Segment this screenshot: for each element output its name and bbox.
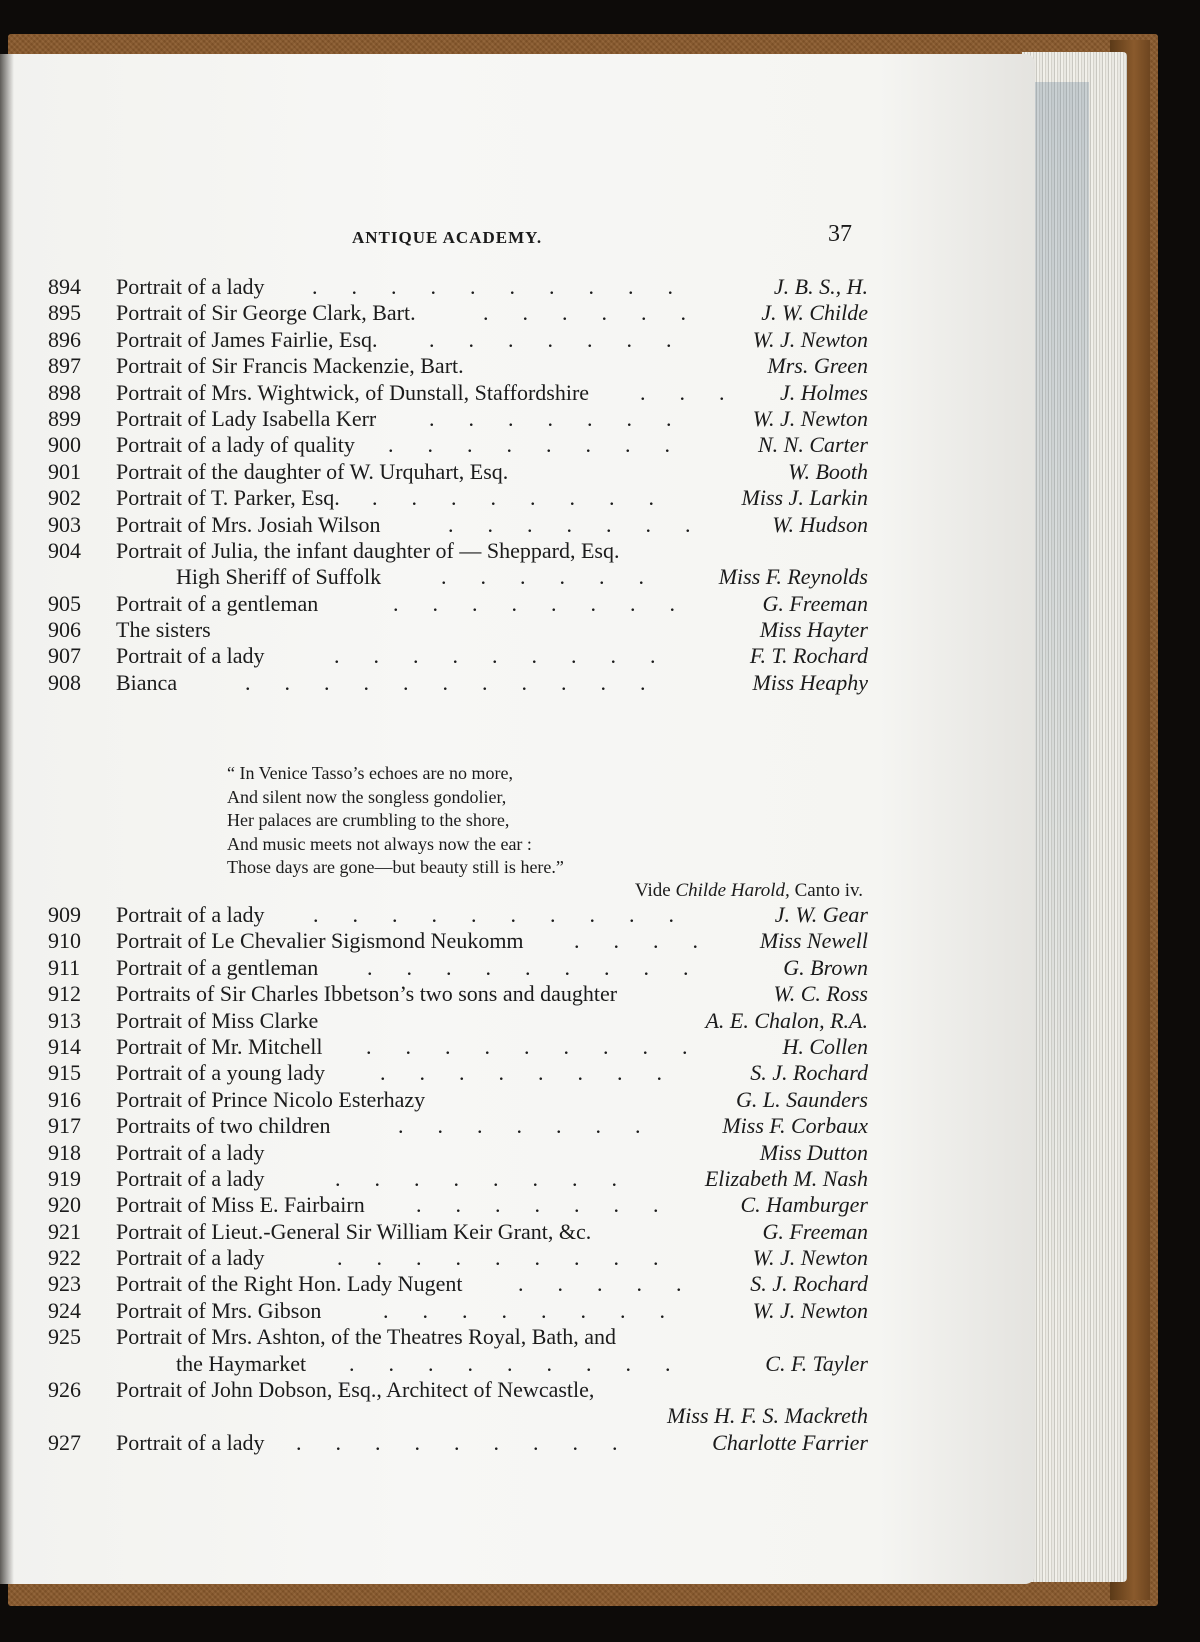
entry-artist: W. J. Newton <box>752 1245 868 1271</box>
entry-title: Portrait of Lady Isabella Kerr <box>116 405 377 431</box>
entry-title: Portrait of a lady <box>116 902 265 927</box>
page-edges <box>1022 52 1127 1582</box>
entry-artist: Elizabeth M. Nash <box>704 1165 868 1191</box>
catalogue-entry <box>48 380 868 406</box>
poem-line: “ In Venice Tasso’s echoes are no more, <box>227 763 513 783</box>
dot-leader: ........ <box>335 1165 651 1191</box>
catalogue-entry <box>48 1140 868 1166</box>
entry-number: 924 <box>48 1297 81 1323</box>
entry-title: Portrait of a lady <box>116 274 265 299</box>
entry-number: 900 <box>48 432 81 458</box>
entry-number: 915 <box>48 1060 81 1086</box>
entry-artist: S. J. Rochard <box>750 1060 868 1086</box>
entry-title: Portrait of a lady <box>116 1165 265 1191</box>
dot-leader: ......... <box>366 1033 722 1059</box>
entry-title: Portrait of Le Chevalier Sigismond Neukomm <box>116 928 524 954</box>
dot-leader: ... <box>640 379 759 405</box>
dot-leader: ......... <box>296 1429 652 1455</box>
spine-shadow <box>0 54 14 1584</box>
entry-artist: W. J. Newton <box>752 405 868 431</box>
entry-artist: C. Hamburger <box>740 1192 868 1218</box>
entry-title: Portrait of a lady of quality <box>116 432 355 458</box>
catalogue-entry <box>48 1166 868 1192</box>
entry-number: 920 <box>48 1192 81 1218</box>
entry-artist: W. J. Newton <box>752 326 868 352</box>
dot-leader: .... <box>574 928 732 954</box>
entry-title: Portrait of Mrs. Josiah Wilson <box>116 511 381 537</box>
entry-number: 904 <box>48 537 81 563</box>
entry-artist: Miss F. Reynolds <box>718 564 868 590</box>
entry-number: 902 <box>48 485 81 511</box>
entry-title: Portrait of James Fairlie, Esq. <box>116 326 378 352</box>
catalogue-entry <box>48 300 868 326</box>
catalogue-entry <box>48 1219 868 1245</box>
entry-title: Portrait of Miss E. Fairbairn <box>116 1192 365 1218</box>
entry-number: 925 <box>48 1324 81 1350</box>
catalogue-entry <box>48 432 868 458</box>
dot-leader: .......... <box>312 274 707 299</box>
entry-artist: J. W. Gear <box>774 902 868 927</box>
catalogue-entry <box>48 1377 868 1403</box>
entry-artist: Miss Heaphy <box>752 669 868 695</box>
dot-leader: ......... <box>349 1350 705 1376</box>
catalogue-entry <box>48 1403 868 1429</box>
entry-number: 898 <box>48 379 81 405</box>
entry-artist: W. C. Ross <box>773 981 868 1007</box>
entry-artist: G. Brown <box>783 954 868 980</box>
entry-artist: A. E. Chalon, R.A. <box>705 1007 868 1033</box>
catalogue-entry <box>48 928 868 954</box>
poem-line: Those days are gone—but beauty still is here.” <box>227 857 564 877</box>
entry-title: Portrait of a young lady <box>116 1060 325 1086</box>
entry-number: 919 <box>48 1165 81 1191</box>
entry-number: 914 <box>48 1033 81 1059</box>
entry-number: 918 <box>48 1139 81 1165</box>
page-content <box>0 54 1035 1584</box>
catalogue-list-a <box>48 274 868 696</box>
entry-artist: Miss H. F. S. Mackreth <box>666 1403 868 1429</box>
dot-leader: ......... <box>337 1245 693 1271</box>
entry-number: 908 <box>48 669 81 695</box>
entry-number: 903 <box>48 511 81 537</box>
entry-title: Portrait of the daughter of W. Urquhart, Esq. <box>116 458 509 484</box>
entry-title: Portrait of the Right Hon. Lady Nugent <box>116 1271 463 1297</box>
catalogue-entry <box>48 1060 868 1086</box>
entry-title: The sisters <box>116 617 211 643</box>
entry-artist: Miss J. Larkin <box>741 485 868 511</box>
entry-title: Portrait of Mrs. Wightwick, of Dunstall, Staffordshire <box>116 379 590 405</box>
entry-artist: Miss Hayter <box>759 617 868 643</box>
poem-line: And silent now the songless gondolier, <box>227 786 507 807</box>
entry-title: High Sheriff of Suffolk <box>176 564 382 590</box>
entry-artist: Mrs. Green <box>767 353 868 379</box>
catalogue-entry <box>48 1351 868 1377</box>
catalogue-entry <box>48 1192 868 1218</box>
entry-number: 916 <box>48 1086 81 1112</box>
entry-artist: H. Collen <box>782 1033 868 1059</box>
entry-title: Portrait of Sir George Clark, Bart. <box>116 300 416 326</box>
entry-title: Bianca <box>116 669 178 695</box>
entry-number: 906 <box>48 617 81 643</box>
entry-number: 910 <box>48 928 81 954</box>
entry-artist: J. B. S., H. <box>773 274 868 299</box>
entry-title: Portrait of Mr. Mitchell <box>116 1033 323 1059</box>
dot-leader: ....... <box>398 1113 675 1139</box>
entry-artist: F. T. Rochard <box>749 643 868 669</box>
entry-artist: Miss Newell <box>759 928 868 954</box>
book-page <box>0 54 1035 1584</box>
catalogue-entry <box>48 617 868 643</box>
entry-number: 894 <box>48 274 81 299</box>
dot-leader: ....... <box>448 511 725 537</box>
entry-title: Portrait of John Dobson, Esq., Architect of Newcastle, <box>116 1377 595 1403</box>
entry-number: 901 <box>48 458 81 484</box>
catalogue-entry <box>48 327 868 353</box>
catalogue-entry <box>48 1008 868 1034</box>
entry-title: Portrait of Lieut.-General Sir William Keir Grant, &c. <box>116 1218 592 1244</box>
entry-number: 927 <box>48 1429 81 1455</box>
entry-number: 923 <box>48 1271 81 1297</box>
entry-title: Portrait of Sir Francis Mackenzie, Bart. <box>116 353 464 379</box>
entry-number: 897 <box>48 353 81 379</box>
entry-title: Portrait of a lady <box>116 1429 265 1455</box>
catalogue-list-b <box>48 902 868 1456</box>
catalogue-entry <box>48 274 868 300</box>
dot-leader: ......... <box>334 643 690 669</box>
reference-prefix: Vide <box>634 880 671 901</box>
catalogue-entry <box>48 955 868 981</box>
catalogue-entry <box>48 406 868 432</box>
entry-artist: G. Freeman <box>762 1218 868 1244</box>
catalogue-entry <box>48 1298 868 1324</box>
catalogue-entry <box>48 353 868 379</box>
running-head: ANTIQUE ACADEMY. <box>352 228 543 247</box>
poem-reference <box>635 879 863 903</box>
entry-title: Portrait of T. Parker, Esq. <box>116 485 340 511</box>
dot-leader: ........... <box>245 669 680 695</box>
entry-title: Portrait of a lady <box>116 1245 265 1271</box>
reference-canto: Canto iv. <box>794 880 863 901</box>
catalogue-entry <box>48 1113 868 1139</box>
catalogue-entry <box>48 981 868 1007</box>
poem-line: And music meets not always now the ear : <box>227 833 532 854</box>
dot-leader: .......... <box>313 902 708 927</box>
poem-quotation <box>227 762 867 901</box>
dot-leader: ......... <box>367 954 723 980</box>
catalogue-entry <box>48 512 868 538</box>
entry-artist: Miss F. Corbaux <box>722 1113 868 1139</box>
catalogue-entry <box>48 485 868 511</box>
entry-number: 896 <box>48 326 81 352</box>
page-number: 37 <box>828 221 852 247</box>
dot-leader: ..... <box>518 1271 716 1297</box>
entry-title: Portrait of a gentleman <box>116 954 319 980</box>
catalogue-entry <box>48 538 868 564</box>
catalogue-entry <box>48 1324 868 1350</box>
entry-number: 911 <box>48 954 81 980</box>
dot-leader: ........ <box>383 1297 699 1323</box>
entry-artist: C. F. Tayler <box>765 1350 868 1376</box>
entry-number: 907 <box>48 643 81 669</box>
entry-title: Portrait of a lady <box>116 643 265 669</box>
dot-leader: ........ <box>388 432 704 458</box>
catalogue-entry <box>48 1034 868 1060</box>
dot-leader: ...... <box>441 564 678 590</box>
catalogue-entry <box>48 902 868 928</box>
reference-work: Childe Harold, <box>675 880 790 901</box>
entry-artist: J. Holmes <box>780 379 868 405</box>
dot-leader: ....... <box>429 326 706 352</box>
entry-number: 909 <box>48 902 81 927</box>
catalogue-entry <box>48 670 868 696</box>
catalogue-entry <box>48 564 868 590</box>
entry-artist: Charlotte Farrier <box>712 1429 868 1455</box>
entry-title: Portrait of Prince Nicolo Esterhazy <box>116 1086 426 1112</box>
entry-number: 921 <box>48 1218 81 1244</box>
entry-title: Portrait of Mrs. Gibson <box>116 1297 322 1323</box>
catalogue-entry <box>48 459 868 485</box>
entry-number: 922 <box>48 1245 81 1271</box>
entry-title: Portrait of a gentleman <box>116 590 319 616</box>
entry-title: Portrait of a lady <box>116 1139 265 1165</box>
entry-title: the Haymarket <box>176 1350 307 1376</box>
entry-title: Portrait of Julia, the infant daughter of — Sheppard, Esq. <box>116 537 620 563</box>
dot-leader: ....... <box>416 1192 693 1218</box>
entry-artist: W. Booth <box>788 458 868 484</box>
dot-leader: ........ <box>380 1060 696 1086</box>
entry-number: 912 <box>48 981 81 1007</box>
entry-number: 926 <box>48 1377 81 1403</box>
dot-leader: ........ <box>393 590 709 616</box>
entry-artist: J. W. Childe <box>761 300 868 326</box>
entry-title: Portraits of Sir Charles Ibbetson’s two sons and daughter <box>116 981 618 1007</box>
entry-title: Portrait of Miss Clarke <box>116 1007 319 1033</box>
entry-number: 913 <box>48 1007 81 1033</box>
dot-leader: ........ <box>372 485 688 511</box>
entry-number: 905 <box>48 590 81 616</box>
dot-leader: ...... <box>483 300 720 326</box>
entry-artist: S. J. Rochard <box>750 1271 868 1297</box>
catalogue-entry <box>48 591 868 617</box>
poem-line: Her palaces are crumbling to the shore, <box>227 810 510 830</box>
catalogue-entry <box>48 1271 868 1297</box>
entry-artist: G. Freeman <box>762 590 868 616</box>
catalogue-entry <box>48 1245 868 1271</box>
entry-artist: W. Hudson <box>772 511 868 537</box>
entry-title: Portraits of two children <box>116 1113 331 1139</box>
entry-number: 917 <box>48 1113 81 1139</box>
dot-leader: ....... <box>429 405 706 431</box>
catalogue-entry <box>48 1087 868 1113</box>
catalogue-entry <box>48 643 868 669</box>
entry-artist: G. L. Saunders <box>735 1086 868 1112</box>
entry-artist: Miss Dutton <box>759 1139 868 1165</box>
entry-number: 895 <box>48 300 81 326</box>
entry-artist: N. N. Carter <box>757 432 868 458</box>
entry-number: 899 <box>48 405 81 431</box>
entry-artist: W. J. Newton <box>752 1297 868 1323</box>
catalogue-entry <box>48 1430 868 1456</box>
entry-title: Portrait of Mrs. Ashton, of the Theatres Royal, Bath, and <box>116 1324 617 1350</box>
